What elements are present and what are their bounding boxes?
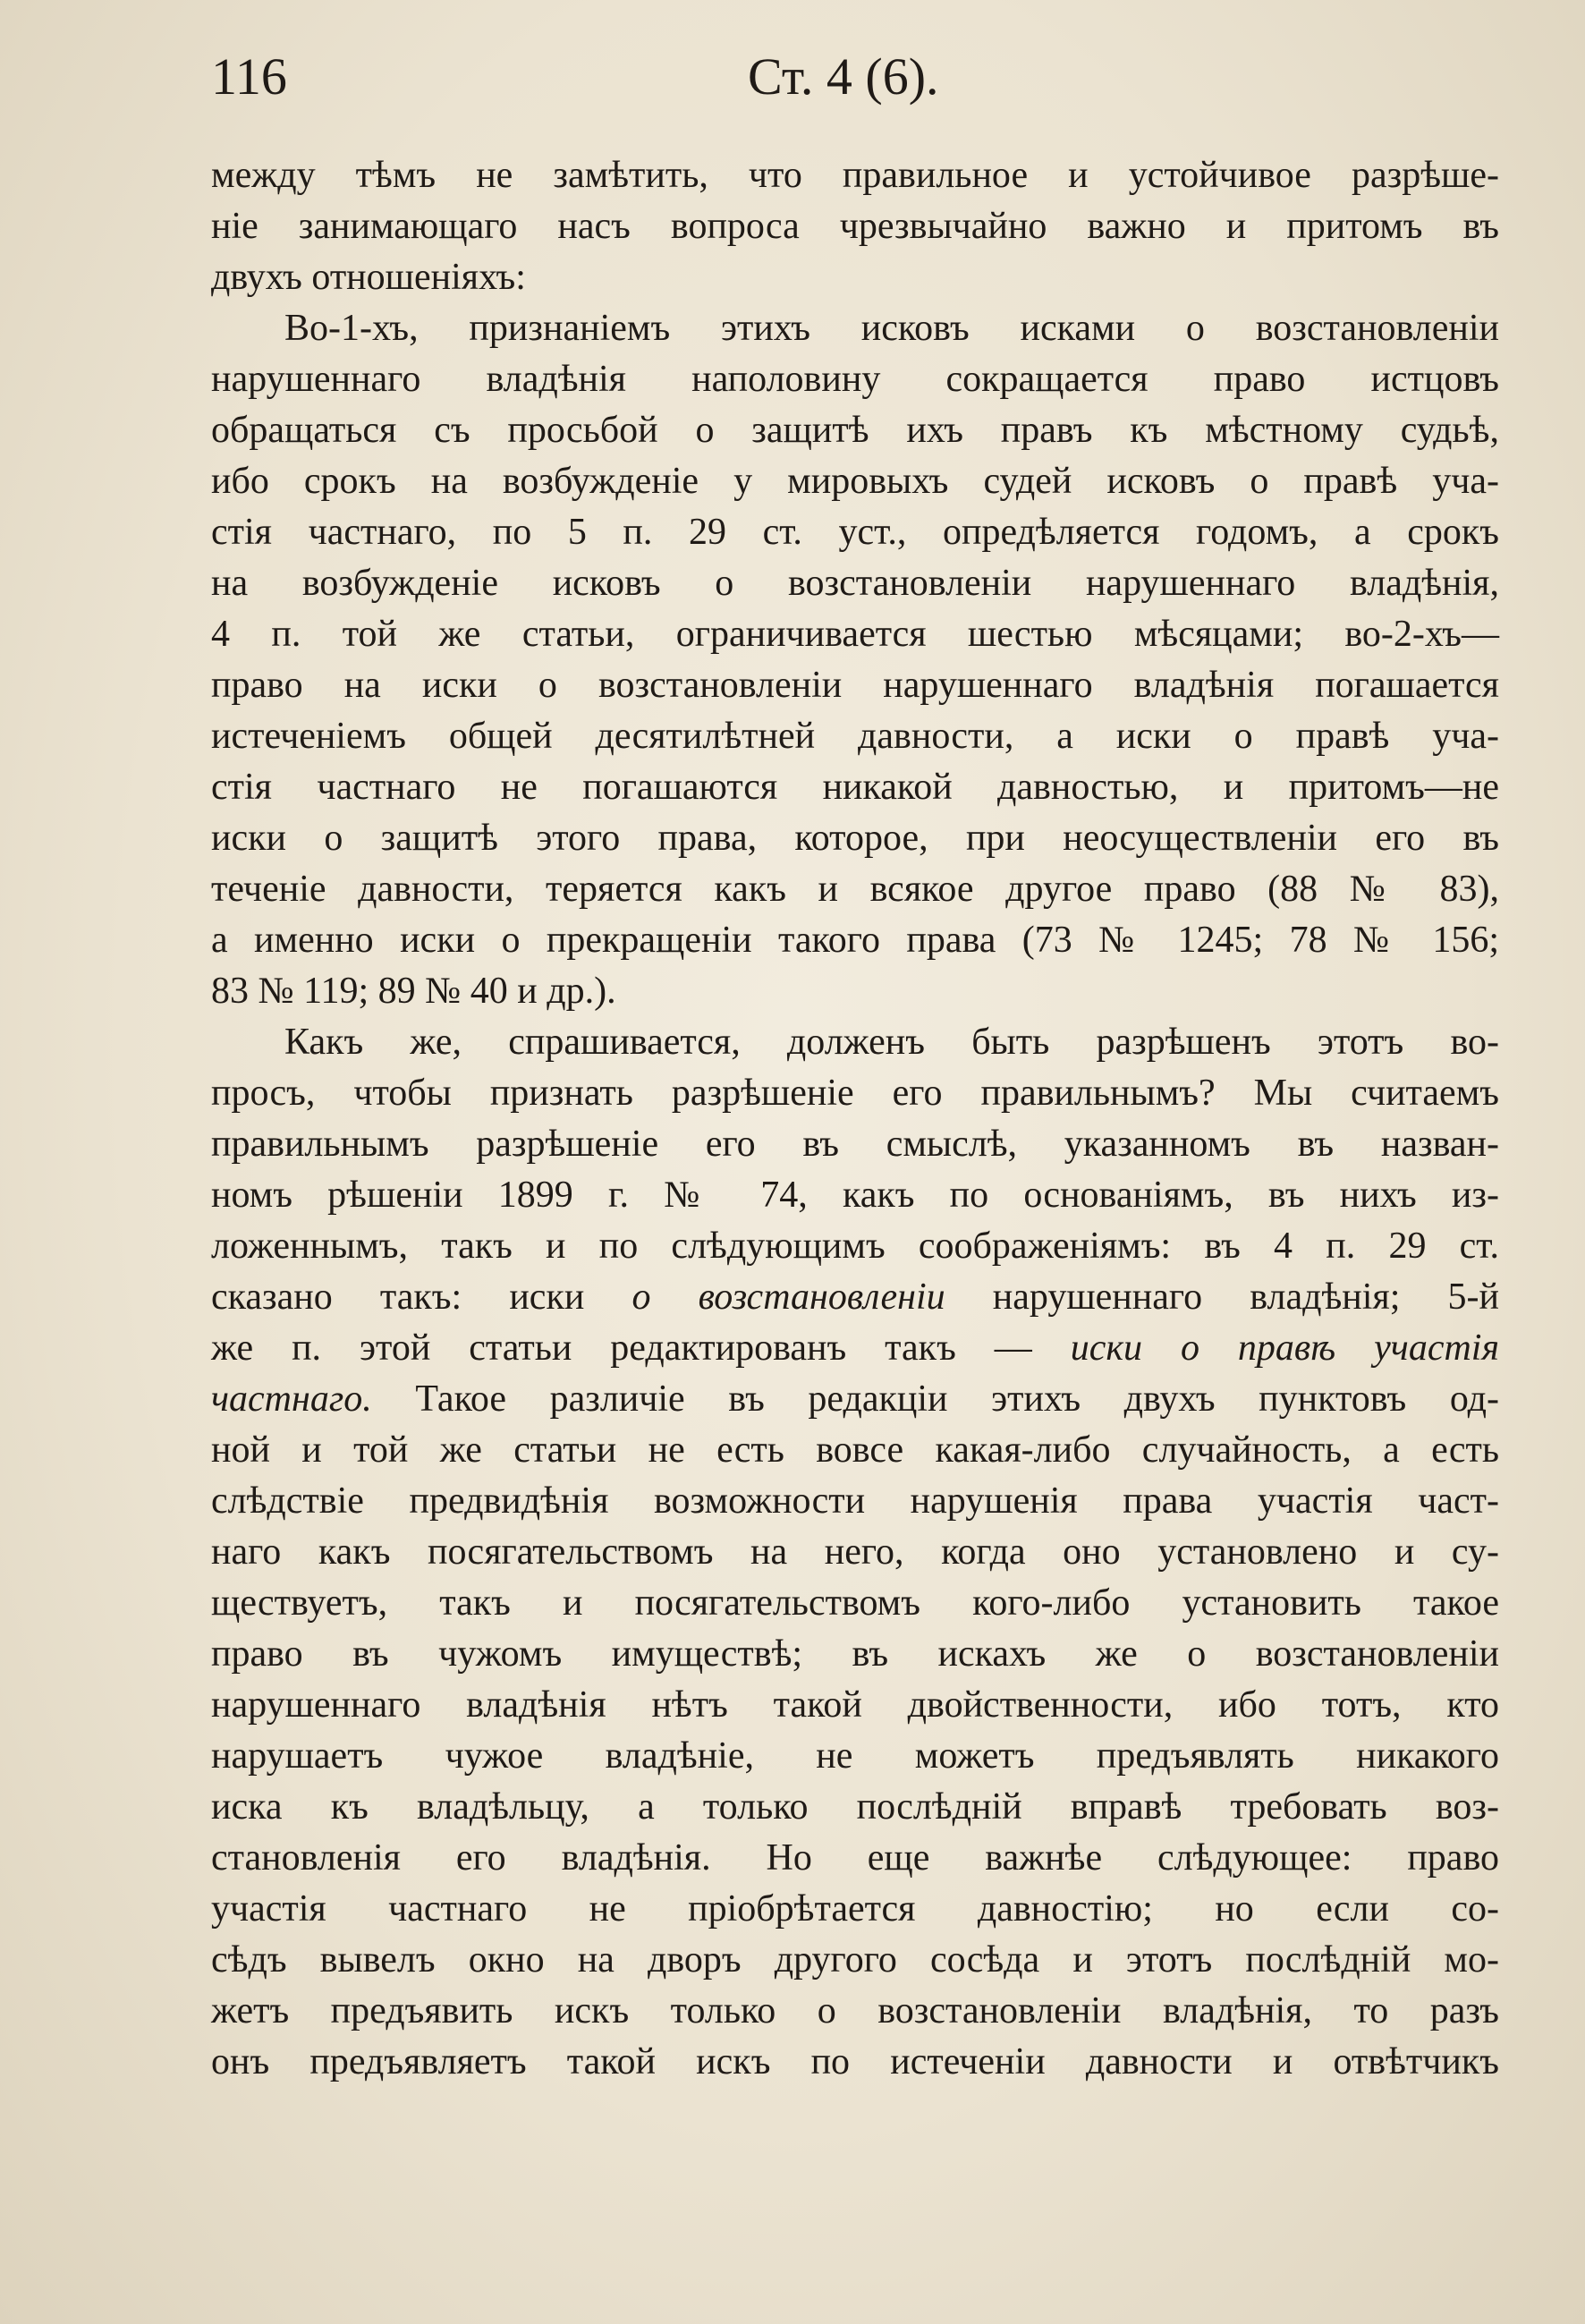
text-line: 83 № 119; 89 № 40 и др.). [211, 971, 616, 1012]
text-line: слѣдствіе предвидѣнія возможности нарушенія права участія част- [211, 1480, 1499, 1522]
text-line: теченіе давности, теряется какъ и всякое другое право (88 № 83), [211, 869, 1499, 910]
text-line: участія частнаго не пріобрѣтается давностію; но если со- [211, 1888, 1499, 1930]
text-line: ибо срокъ на возбужденіе у мировыхъ судей исковъ о правѣ уча- [211, 461, 1499, 502]
running-head: Ст. 4 (6). [748, 47, 939, 106]
text-line: право въ чужомъ имуществѣ; въ искахъ же о возстановленіи [211, 1633, 1499, 1675]
text-line: обращаться съ просьбой о защитѣ ихъ правъ къ мѣстному судьѣ, [211, 410, 1499, 451]
text-line: двухъ отношеніяхъ: [211, 257, 526, 298]
text-line: становленія его владѣнія. Но еще важнѣе слѣдующее: право [211, 1837, 1499, 1879]
text-line: право на иски о возстановленіи нарушеннаго владѣнія погашается [211, 665, 1499, 706]
text-line: иска къ владѣльцу, а только послѣдній вправѣ требовать воз- [211, 1786, 1499, 1828]
text-line [211, 1374, 1499, 1425]
paragraph-1 [211, 150, 1499, 303]
text-line: истеченіемъ общей десятилѣтней давности, а иски о правѣ уча- [211, 716, 1499, 757]
text-line: сѣдъ вывелъ окно на дворъ другого сосѣда и этотъ послѣдній мо- [211, 1939, 1499, 1980]
text-line: стія частнаго, по 5 п. 29 ст. уст., опредѣляется годомъ, а срокъ [211, 512, 1499, 553]
text-line: ной и той же статьи не есть вовсе какая-либо случайность, а есть [211, 1429, 1499, 1471]
paragraph-3 [211, 1017, 1499, 2088]
text-line [211, 1272, 1499, 1323]
text-segment: же п. этой статьи редактированъ такъ — [211, 1327, 1071, 1369]
paragraph-2 [211, 303, 1499, 1017]
text-line: нарушеннаго владѣнія нѣтъ такой двойственности, ибо тотъ, кто [211, 1684, 1499, 1726]
text-line: 4 п. той же статьи, ограничивается шестью мѣсяцами; во-2-хъ— [211, 614, 1499, 655]
text-line [211, 1323, 1499, 1374]
body-text [211, 150, 1499, 2088]
text-line: нарушеннаго владѣнія наполовину сокращается право истцовъ [211, 359, 1499, 400]
text-line: а именно иски о прекращеніи такого права (73 № 1245; 78 № 156; [211, 920, 1499, 961]
text-line: между тѣмъ не замѣтить, что правильное и устойчивое разрѣше- [211, 155, 1499, 196]
text-line: ніе занимающаго насъ вопроса чрезвычайно важно и притомъ въ [211, 206, 1499, 247]
text-line: просъ, чтобы признать разрѣшеніе его правильнымъ? Мы считаемъ [211, 1073, 1499, 1114]
text-line: ществуетъ, такъ и посягательствомъ кого-либо установить такое [211, 1582, 1499, 1624]
text-line: жетъ предъявить искъ только о возстановленіи владѣнія, то разъ [211, 1990, 1499, 2031]
text-segment: нарушеннаго владѣнія; 5-й [945, 1277, 1499, 1318]
text-line: правильнымъ разрѣшеніе его въ смыслѣ, указанномъ въ назван- [211, 1124, 1499, 1165]
page-number: 116 [211, 47, 287, 106]
text-line: номъ рѣшеніи 1899 г. № 74, какъ по основаніямъ, въ нихъ из- [211, 1175, 1499, 1216]
text-line: онъ предъявляетъ такой искъ по истеченіи давности и отвѣтчикъ [211, 2041, 1499, 2082]
text-line: наго какъ посягательствомъ на него, когда оно установлено и су- [211, 1531, 1499, 1573]
text-line: ложеннымъ, такъ и по слѣдующимъ соображеніямъ: въ 4 п. 29 ст. [211, 1226, 1499, 1267]
text-segment: Такое различіе въ редакціи этихъ двухъ пунктовъ од- [371, 1378, 1499, 1420]
page-header [211, 47, 1499, 118]
text-line: Во-1-хъ, признаніемъ этихъ исковъ исками о возстановленіи [284, 308, 1499, 349]
italic-text: о возстановленіи [631, 1277, 945, 1318]
text-segment: сказано такъ: иски [211, 1277, 632, 1318]
text-line: иски о защитѣ этого права, которое, при неосуществленіи его въ [211, 818, 1499, 859]
italic-text: иски о правѣ участія [1070, 1327, 1499, 1369]
text-line: на возбужденіе исковъ о возстановленіи нарушеннаго владѣнія, [211, 563, 1499, 604]
text-line: Какъ же, спрашивается, долженъ быть разрѣшенъ этотъ во- [284, 1022, 1499, 1063]
text-line: нарушаетъ чужое владѣніе, не можетъ предъявлять никакого [211, 1735, 1499, 1777]
text-line: стія частнаго не погашаются никакой давностью, и притомъ—не [211, 767, 1499, 808]
italic-text: частнаго. [211, 1378, 372, 1420]
